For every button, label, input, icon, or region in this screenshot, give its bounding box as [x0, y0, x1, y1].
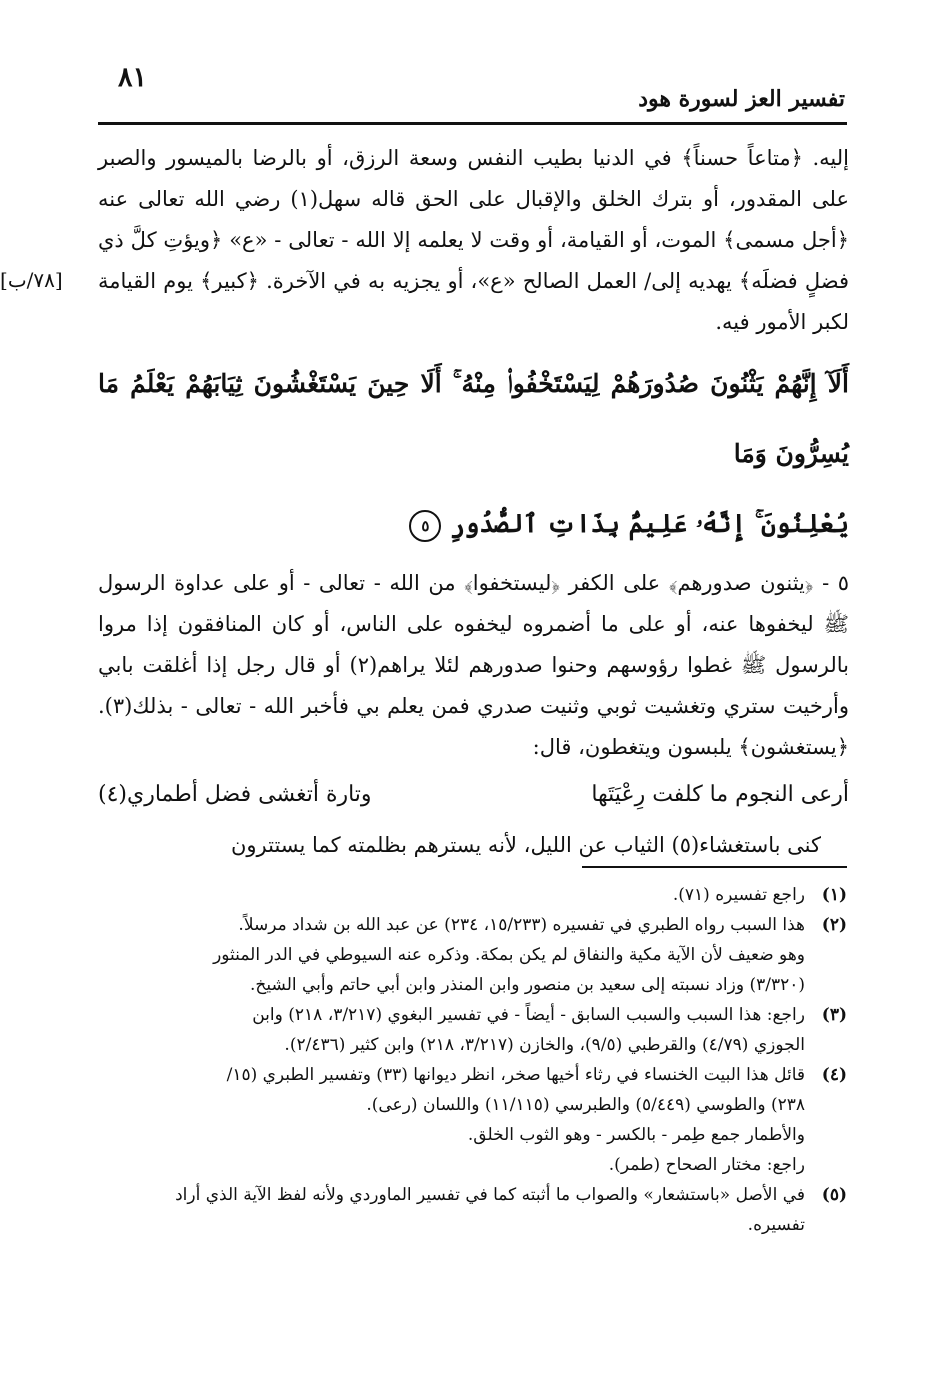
footnote-text — [98, 1180, 805, 1240]
paragraph: إليه. ﴿متاعاً حسناً﴾ في الدنيا بطيب النفس وسعة الرزق، أو بالرضا بالميسور والصبر على المقدور، أو بترك الخلق والإقبال على الحق قاله سهل(١) رضي الله تعالى عنه ﴿أجل مسمى﴾ الموت، أو القيامة، أو وقت لا يعلمه إلا الله - تعالى - «ع» ﴿ويؤتِ كلَّ ذي فضلٍ فضلَه﴾ يهديه إلى/ العمل الصالح «ع»، أو يجزيه به في الآخرة. ﴿كبير﴾ يوم القيامة لكبر الأمور فيه. — [98, 146, 849, 334]
running-title: تفسير العز لسورة هود — [638, 86, 845, 112]
verse-number-marker: ٥ — [409, 510, 441, 542]
footnote-line: (٣/٣٢٠) وزاد نسبته إلى سعيد بن منصور وابن المنذر وابن أبي حاتم وأبي الشيخ. — [250, 975, 805, 995]
poem-verse — [98, 774, 849, 815]
footnotes — [98, 880, 847, 1240]
footnote-2 — [98, 910, 847, 1000]
footnote-number: (٣) — [821, 1005, 847, 1025]
commentary-paragraph: ٥ - ﴿يثنون صدورهم﴾ على الكفر ﴿ليستخفوا﴾ من الله - تعالى - أو على عداوة الرسول ﷺ ليخفوها عنه، أو على ما أضمروه ليخفوه على الناس، أو كان المنافقون إذا مروا بالرسول ﷺ غطوا رؤوسهم وحنوا صدورهم لئلا يراهم(٢) أو قال رجل إذا أغلقت بابي وأرخيت ستري وتغشيت ثوبي وثنيت صدري فمن يعلم بي فأخبر الله - تعالى - بذلك(٣). ﴿يستغشون﴾ يلبسون ويتغطون، قال: — [98, 571, 849, 759]
footnote-text — [98, 1000, 805, 1060]
verse-line-1: أَلَآ إِنَّهُمْ يَثْنُونَ صُدُورَهُمْ لِيَسْتَخْفُوا۟ مِنْهُ ۚ أَلَا حِينَ يَسْتَغْشُونَ ثِيَابَهُمْ يَعْلَمُ مَا يُسِرُّونَ وَمَا — [98, 369, 849, 468]
footnote-rule — [582, 866, 847, 868]
footnote-line: هذا السبب رواه الطبري في تفسيره (١٥/٢٣٣، ٢٣٤) عن عبد الله بن شداد مرسلاً. — [238, 915, 805, 935]
continuation-paragraph: كنى باستغشاء(٥) الثياب عن الليل، لأنه يسترهم بظلمته كما يستترون — [230, 833, 821, 857]
footnote-number: (٥) — [821, 1185, 847, 1205]
footnote-line: تفسيره. — [747, 1215, 805, 1235]
footnote-line: راجع تفسيره (٧١). — [672, 885, 805, 905]
poem-hemistich-right: أرعى النجوم ما كلفت رِعْيَتَها — [591, 782, 849, 807]
footnote-number: (١) — [821, 885, 847, 905]
footnote-line: راجع: هذا السبب والسبب السابق - أيضاً - في تفسير البغوي (٣/٢١٧، ٢١٨) وابن — [252, 1005, 805, 1025]
footnote-line: قائل هذا البيت الخنساء في رثاء أخيها صخر، انظر ديوانها (٣٣) وتفسير الطبري (١٥/ — [226, 1065, 805, 1085]
footnote-number: (٢) — [821, 915, 847, 935]
footnote-1 — [98, 880, 847, 910]
footnote-line: الجوزي (٤/٧٩) والقرطبي (٩/٥)، والخازن (٣/٢١٧، ٢١٨) وابن كثير (٢/٤٣٦). — [284, 1035, 805, 1055]
footnote-line: وهو ضعيف لأن الآية مكية والنفاق لم يكن بمكة. وذكره عنه السيوطي في الدر المنثور — [213, 945, 805, 965]
header-rule — [98, 122, 847, 125]
quran-verse — [98, 349, 849, 559]
footnote-text — [98, 1060, 805, 1180]
poem-hemistich-left: وتارة أتغشى فضل أطماري(٤) — [98, 782, 372, 807]
footnote-5 — [98, 1180, 847, 1240]
footnote-4 — [98, 1060, 847, 1180]
footnote-line: والأطمار جمع طِمر - بالكسر - وهو الثوب الخلق. — [467, 1125, 805, 1145]
footnote-text — [98, 880, 805, 910]
main-text — [98, 138, 849, 866]
footnote-number: (٤) — [821, 1065, 847, 1085]
footnote-line: راجع: مختار الصحاح (طمر). — [608, 1155, 805, 1175]
page-number: ٨١ — [118, 62, 148, 93]
footnote-line: ٢٣٨) والطوسي (٥/٤٤٩) والطبرسي (١١/١١٥) واللسان (رعى). — [366, 1095, 805, 1115]
footnote-line: في الأصل «باستشعار» والصواب ما أثبته كما في تفسير الماوردي ولأنه لفظ الآية الذي أراد — [175, 1185, 805, 1205]
verse-line-2 — [98, 489, 849, 559]
footnote-text — [98, 910, 805, 1000]
verse-line-2-text: يُعْلِنُونَ ۚ إِنَّهُۥ عَلِيمٌۢ بِذَاتِ ٱلصُّدُورِ — [450, 509, 849, 538]
margin-folio-note: [٧٨/ب] — [0, 268, 63, 292]
footnote-3 — [98, 1000, 847, 1060]
